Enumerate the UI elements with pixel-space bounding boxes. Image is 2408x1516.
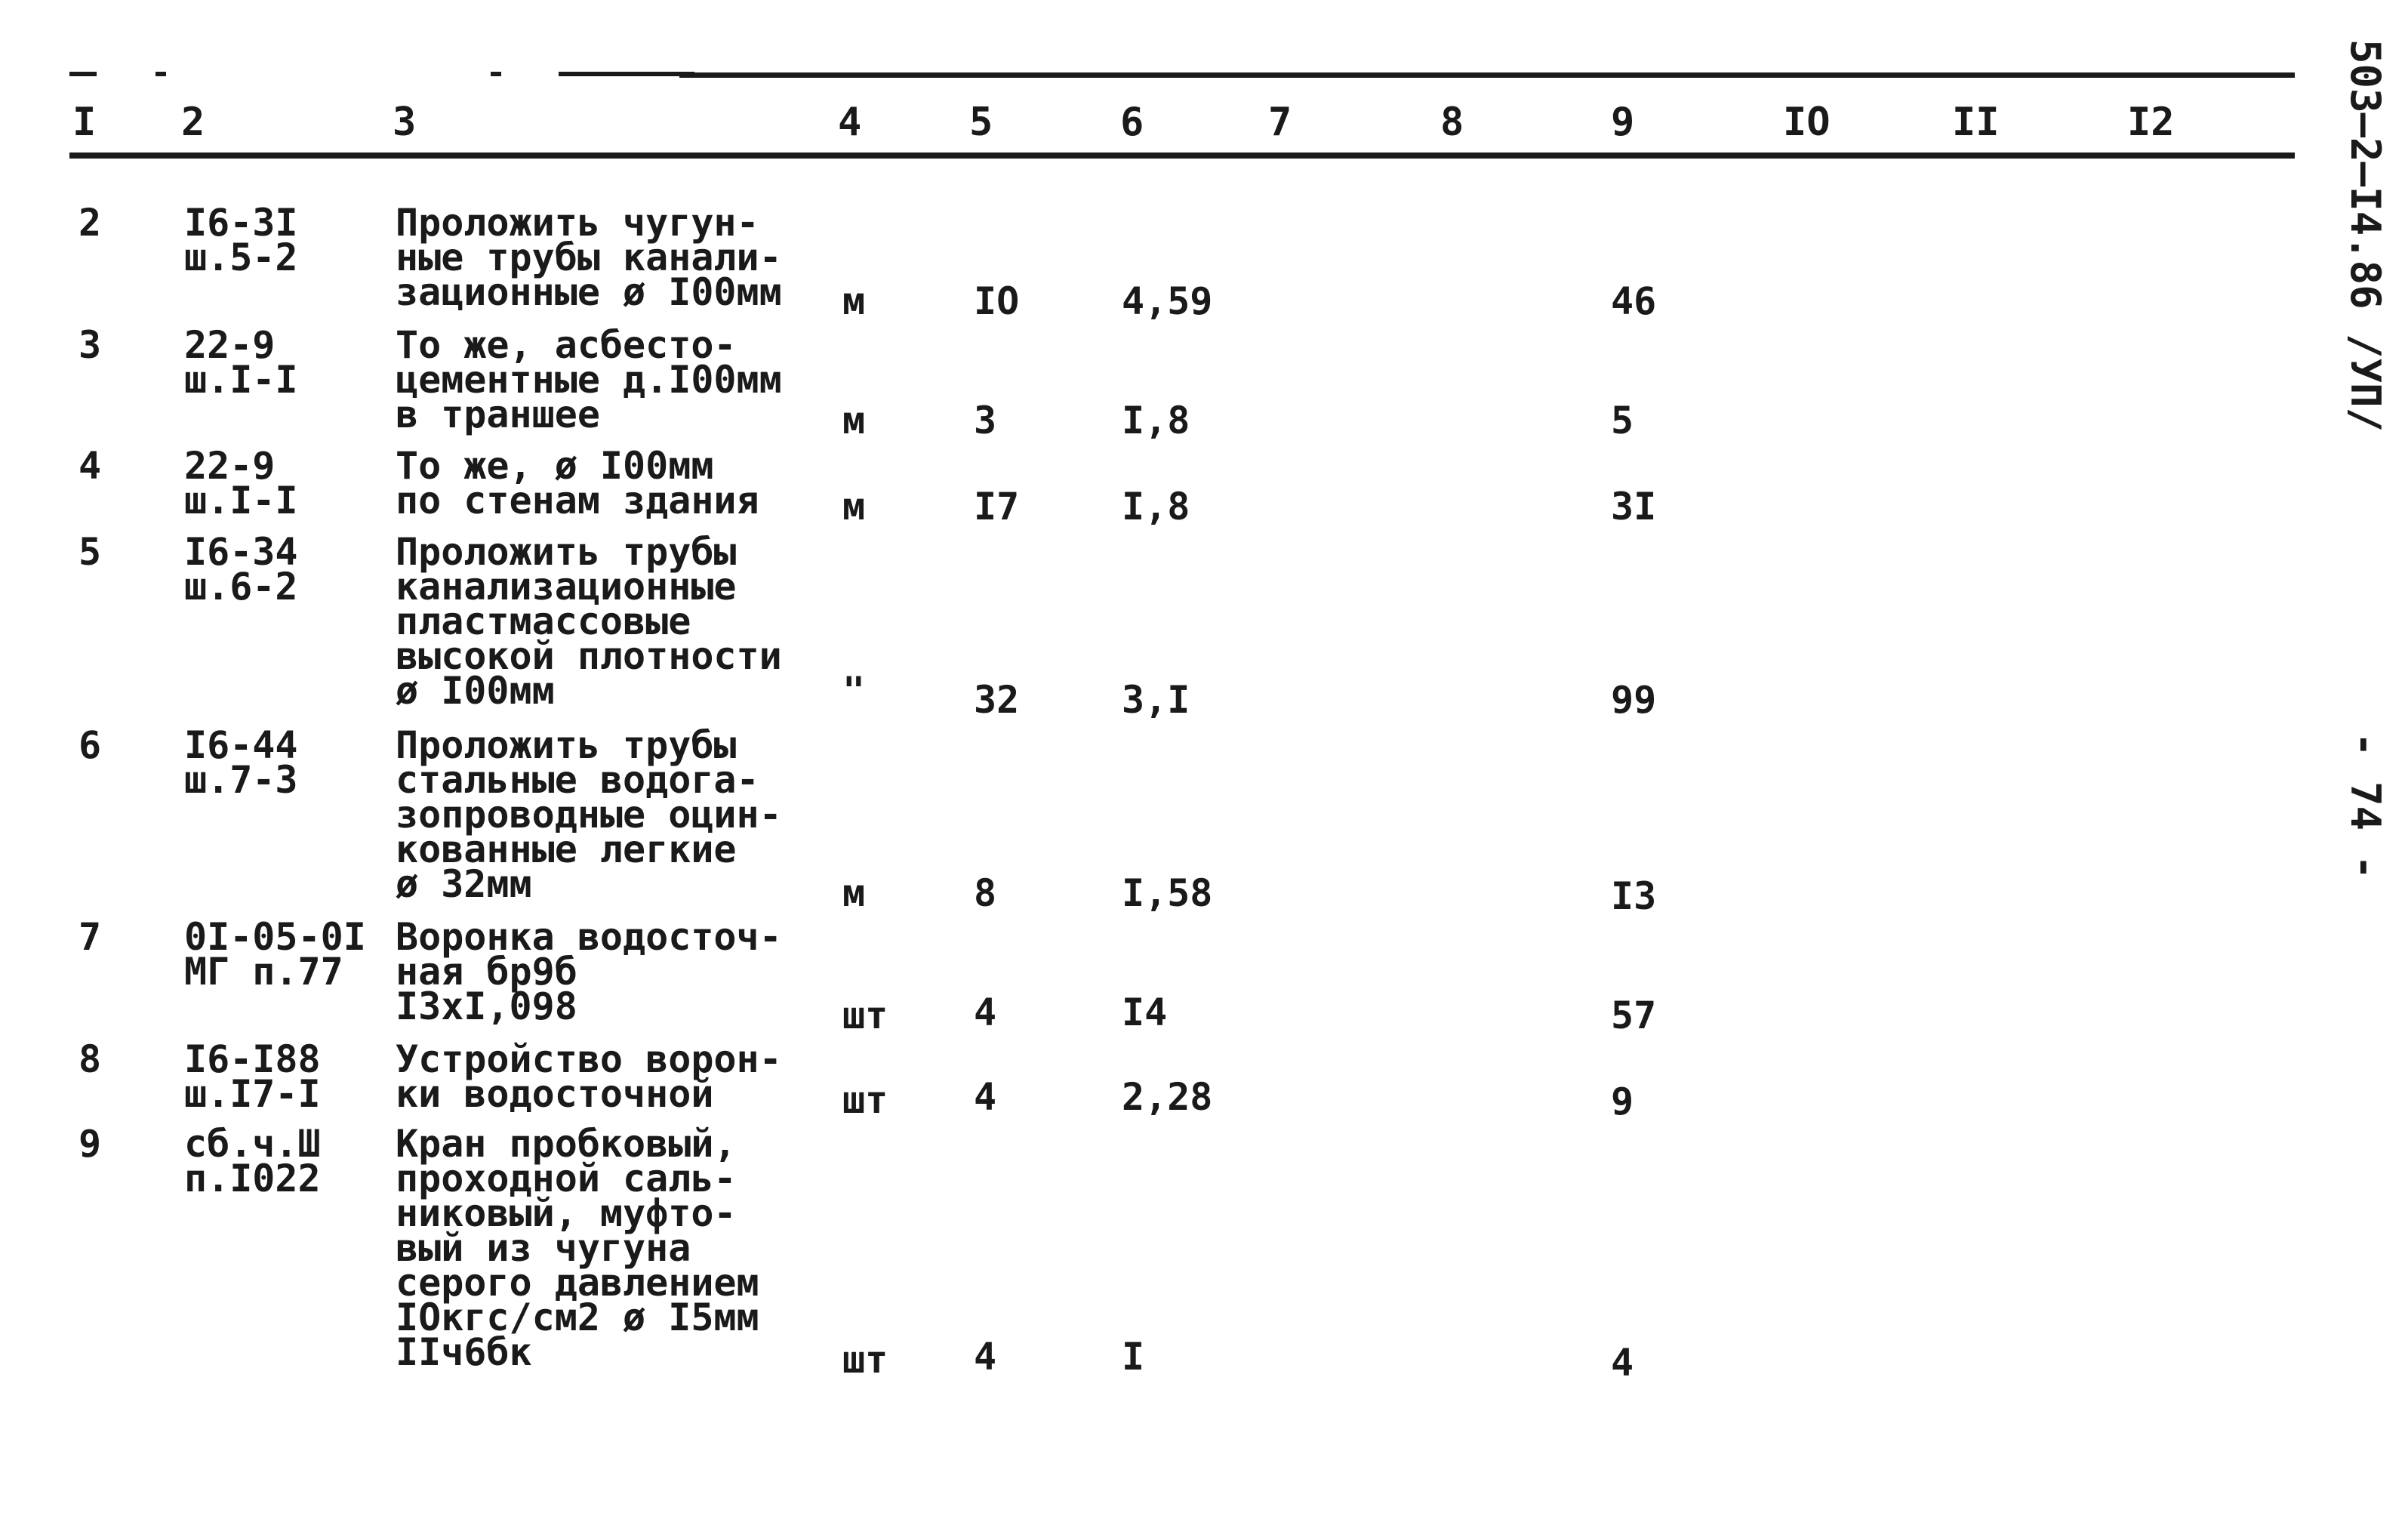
unit-price: I,8 [1122,485,1190,528]
unit: шт [842,994,888,1037]
unit: м [842,485,866,528]
unit-price: I [1122,1335,1145,1379]
quantity: 4 [974,1075,997,1119]
column-header: 4 [838,100,862,145]
column-header: IO [1783,100,1831,145]
work-description: Кран пробковый, проходной саль- никовый, муфто- вый из чугуна серого давлением IOкгс/см2 ø I5мм IIч6бк [396,1122,759,1374]
norm-code: 22-9 ш.I-I [184,444,298,522]
norm-code: 0I-05-0I МГ п.77 [184,915,366,994]
row-number: 3 [79,323,102,367]
work-description: Проложить чугун- ные трубы канали- зационные ø I00мм [396,201,782,314]
column-header: I [72,100,97,145]
row-number: 7 [79,915,102,959]
unit: м [842,399,866,442]
work-description: Воронка водосточ- ная бр9б I3хI,098 [396,915,782,1028]
column-header: 9 [1611,100,1635,145]
top-rule [679,72,2295,78]
column-header: I2 [2127,100,2175,145]
work-description: То же, асбесто- цементные д.I00мм в траншее [396,323,782,436]
unit-price: I,58 [1122,871,1213,915]
column-header: 5 [969,100,993,145]
quantity: 4 [974,1335,997,1379]
unit: м [842,279,866,323]
unit: м [842,871,866,915]
total: 57 [1611,994,1657,1037]
quantity: IO [974,279,1020,323]
unit-price: 3,I [1122,678,1190,722]
header-rule [69,153,2295,159]
total: 4 [1611,1341,1634,1385]
row-number: 8 [79,1037,102,1081]
unit: шт [842,1338,888,1382]
total: I3 [1611,874,1657,918]
column-header: 2 [181,100,205,145]
document-code: 503–2–I4.86 /УП/ [2342,39,2389,433]
row-number: 9 [79,1122,102,1166]
top-rule-dash [156,72,166,76]
quantity: I7 [974,485,1020,528]
column-header: 8 [1440,100,1464,145]
norm-code: I6-3I ш.5-2 [184,201,298,279]
unit: шт [842,1078,888,1122]
work-description: То же, ø I00мм по стенам здания [396,444,759,522]
top-rule-dash [559,72,694,76]
total: 99 [1611,678,1657,722]
unit: " [842,669,866,713]
top-rule-dash [491,72,501,76]
total: 9 [1611,1080,1634,1123]
quantity: 8 [974,871,997,915]
row-number: 2 [79,201,102,245]
row-number: 6 [79,723,102,767]
quantity: 32 [974,678,1020,722]
work-description: Проложить трубы канализационные пластмассовые высокой плотности ø I00мм [396,530,782,713]
column-header: 7 [1268,100,1292,145]
column-header: 3 [393,100,417,145]
unit-price: I4 [1122,991,1168,1034]
quantity: 3 [974,399,997,442]
work-description: Проложить трубы стальные водога- зопроводные оцин- кованные легкие ø 32мм [396,723,782,906]
unit-price: 2,28 [1122,1075,1213,1119]
quantity: 4 [974,991,997,1034]
row-number: 4 [79,444,102,488]
unit-price: I,8 [1122,399,1190,442]
norm-code: I6-34 ш.6-2 [184,530,298,609]
norm-code: I6-I88 ш.I7-I [184,1037,321,1116]
page-number: - 74 - [2342,732,2389,880]
column-header: 6 [1120,100,1144,145]
row-number: 5 [79,530,102,574]
total: 3I [1611,485,1657,528]
unit-price: 4,59 [1122,279,1213,323]
norm-code: 22-9 ш.I-I [184,323,298,402]
total: 5 [1611,399,1634,442]
norm-code: сб.ч.Ш п.I022 [184,1122,321,1200]
total: 46 [1611,279,1657,323]
norm-code: I6-44 ш.7-3 [184,723,298,802]
top-rule-dash [69,72,97,76]
work-description: Устройство ворон- ки водосточной [396,1037,782,1116]
column-header: II [1952,100,2000,145]
